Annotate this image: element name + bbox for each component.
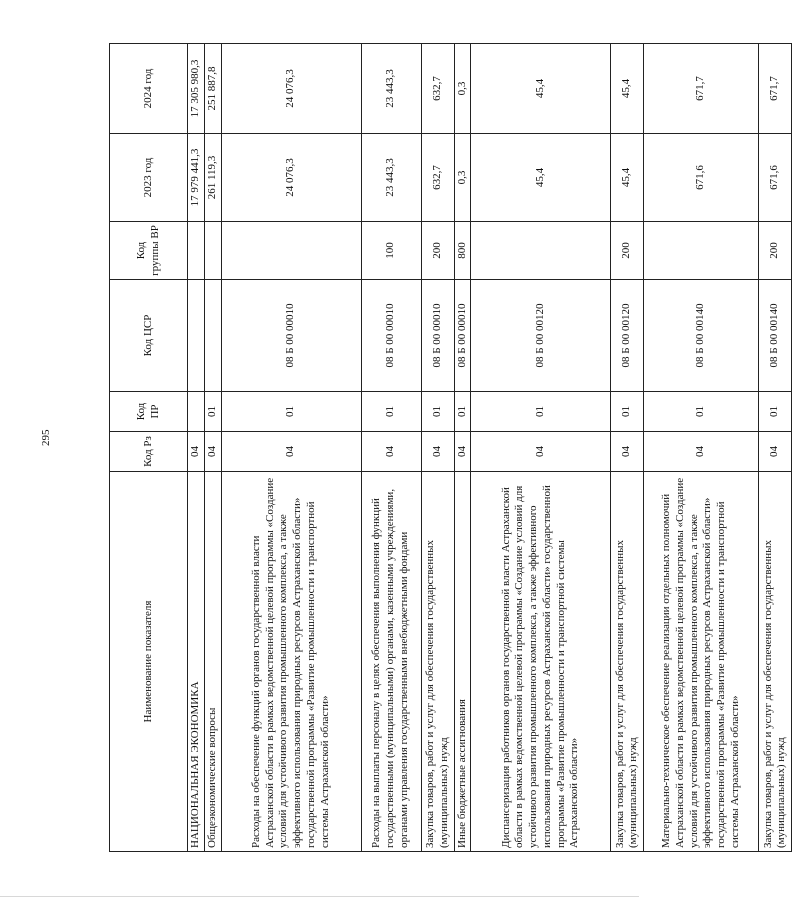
row-2023: 45,4 [471,134,611,222]
row-rz: 04 [644,432,759,472]
row-rz: 04 [611,432,644,472]
row-2023: 0,3 [454,134,471,222]
row-csr: 08 Б 00 00120 [611,280,644,392]
row-vr [221,222,361,280]
row-2024: 45,4 [471,44,611,134]
row-2024: 45,4 [611,44,644,134]
row-name: Диспансеризация работников органов государственной власти Астраханской области в рамках ведомственной целевой программы «Создание условий для устойчивого развития промышленного комплекса, а также эффективного использования природных ресурсов Астраханской области» государственной программы «Развитие промышленности и транспортной системы Астраханской области» [471,472,611,852]
row-name: Расходы на обеспечение функций органов государственной власти Астраханской области в рамках ведомственной целевой программы «Создание условий для устойчивого развития промышленного комплекса, а также эффективного использования природных ресурсов Астраханской области» государственной программы «Развитие промышленности и транспортной системы Астраханской области» [221,472,361,852]
row-2024: 24 076,3 [221,44,361,134]
row-csr: 08 Б 00 00010 [221,280,361,392]
row-2023: 45,4 [611,134,644,222]
row-csr: 08 Б 00 00010 [454,280,471,392]
budget-table-container [109,44,788,852]
table-row [759,44,792,852]
row-pr: 01 [644,392,759,432]
table-row [421,44,454,852]
row-2023: 671,6 [759,134,792,222]
row-2023: 23 443,3 [361,134,421,222]
row-2024: 0,3 [454,44,471,134]
row-name: Общеэкономические вопросы [204,472,221,852]
row-pr: 01 [454,392,471,432]
row-vr [204,222,221,280]
table-row [188,44,205,852]
row-name: Иные бюджетные ассигнования [454,472,471,852]
row-2024: 251 887,8 [204,44,221,134]
header-pr: Код ПР [110,392,188,432]
page-number: 295 [40,429,52,446]
row-vr: 800 [454,222,471,280]
row-2024: 17 305 980,3 [188,44,205,134]
row-2023: 24 076,3 [221,134,361,222]
row-csr [204,280,221,392]
row-rz: 04 [361,432,421,472]
header-2024: 2024 год [110,44,188,134]
header-vr: Код группы ВР [110,222,188,280]
table-header-row [110,44,188,852]
row-csr: 08 Б 00 00010 [361,280,421,392]
budget-table [109,43,792,852]
row-pr: 01 [204,392,221,432]
row-2023: 17 979 441,3 [188,134,205,222]
row-csr [188,280,205,392]
row-name: Закупка товаров, работ и услуг для обеспечения государственных (муниципальных) нужд [759,472,792,852]
header-rz: Код Рз [110,432,188,472]
row-pr: 01 [421,392,454,432]
row-pr: 01 [221,392,361,432]
row-rz: 04 [454,432,471,472]
row-name: Закупка товаров, работ и услуг для обеспечения государственных (муниципальных) нужд [421,472,454,852]
header-name: Наименование показателя [110,472,188,852]
row-vr: 200 [611,222,644,280]
row-rz: 04 [421,432,454,472]
row-name: Расходы на выплаты персоналу в целях обеспечения выполнения функций государственными (муниципальными) органами, казенными учреждениями, органами управления государственными внебюджетными фондами [361,472,421,852]
table-row [454,44,471,852]
scan-edge-divider [0,896,639,897]
table-row [644,44,759,852]
table-row [611,44,644,852]
row-pr: 01 [759,392,792,432]
row-vr [644,222,759,280]
row-rz: 04 [759,432,792,472]
row-vr [188,222,205,280]
header-csr: Код ЦСР [110,280,188,392]
row-rz: 04 [471,432,611,472]
row-2024: 671,7 [759,44,792,134]
row-vr: 200 [421,222,454,280]
row-2024: 671,7 [644,44,759,134]
row-name: Закупка товаров, работ и услуг для обеспечения государственных (муниципальных) нужд [611,472,644,852]
row-vr [471,222,611,280]
row-name: Материально-техническое обеспечение реализации отдельных полномочий Астраханской области в рамках ведомственной целевой программы «Создание условий для устойчивого развития промышленного комплекса, а также эффективного использования природных ресурсов Астраханской области» государственной программы «Развитие промышленности и транспортной системы Астраханской области» [644,472,759,852]
row-pr: 01 [611,392,644,432]
row-pr: 01 [471,392,611,432]
row-2023: 671,6 [644,134,759,222]
row-2023: 261 119,3 [204,134,221,222]
row-2024: 23 443,3 [361,44,421,134]
row-rz: 04 [188,432,205,472]
row-csr: 08 Б 00 00140 [759,280,792,392]
row-csr: 08 Б 00 00140 [644,280,759,392]
row-pr: 01 [361,392,421,432]
table-row [204,44,221,852]
row-vr: 200 [759,222,792,280]
row-csr: 08 Б 00 00120 [471,280,611,392]
row-2024: 632,7 [421,44,454,134]
header-2023: 2023 год [110,134,188,222]
row-rz: 04 [221,432,361,472]
row-pr [188,392,205,432]
table-row [471,44,611,852]
row-name: НАЦИОНАЛЬНАЯ ЭКОНОМИКА [188,472,205,852]
row-csr: 08 Б 00 00010 [421,280,454,392]
table-row [221,44,361,852]
row-2023: 632,7 [421,134,454,222]
row-rz: 04 [204,432,221,472]
table-row [361,44,421,852]
row-vr: 100 [361,222,421,280]
